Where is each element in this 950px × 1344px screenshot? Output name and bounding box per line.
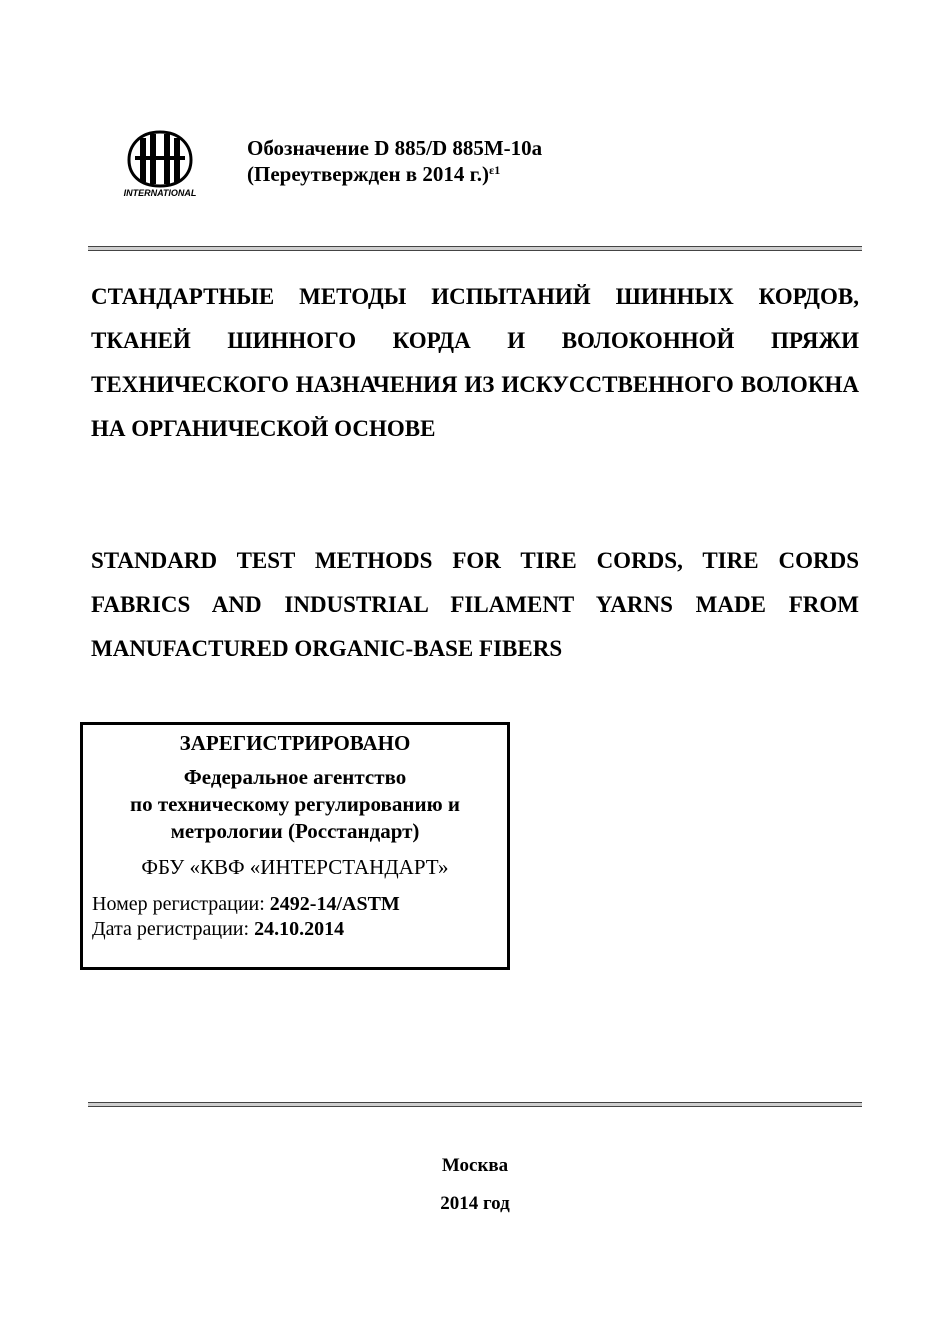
registration-date [92, 917, 507, 942]
agency-line-2: по техническому регулированию и [130, 792, 460, 816]
logo-subtext: INTERNATIONAL [123, 188, 197, 198]
agency-line-3: метрологии (Росстандарт) [170, 819, 420, 843]
registration-number-value: 2492-14/ASTM [269, 893, 400, 915]
top-divider [88, 246, 862, 251]
designation-line1: Обозначение D 885/D 885M-10a [247, 136, 543, 160]
footer-city: Москва [441, 1155, 509, 1176]
designation [247, 135, 542, 187]
title-russian: СТАНДАРТНЫЕ МЕТОДЫ ИСПЫТАНИЙ ШИННЫХ КОРДОВ, ТКАНЕЙ ШИННОГО КОРДА И ВОЛОКОННОЙ ПРЯЖИ ТЕХНИЧЕСКОГО НАЗНАЧЕНИЯ ИЗ ИСКУССТВЕННОГО ВОЛОКНА НА ОРГАНИЧЕСКОЙ ОСНОВЕ [91, 284, 859, 441]
bottom-divider [88, 1102, 862, 1107]
registration-date-label: Дата регистрации: [92, 918, 255, 940]
registration-number-label: Номер регистрации: [92, 893, 270, 915]
footer-year: 2014 год [440, 1193, 510, 1214]
registration-number [92, 892, 507, 917]
agency-line-1: Федеральное агентство [183, 765, 407, 789]
registration-box [80, 722, 510, 970]
astm-logo [117, 126, 203, 198]
registration-agency [83, 764, 507, 845]
registration-heading: ЗАРЕГИСТРИРОВАНО [179, 731, 411, 755]
registration-org: ФБУ «КВФ «ИНТЕРСТАНДАРТ» [141, 855, 449, 879]
designation-line2 [247, 161, 542, 187]
registration-date-value: 24.10.2014 [254, 918, 345, 940]
designation-reapproval: (Переутвержден в 2014 г.) [247, 162, 490, 186]
astm-logo-icon [117, 126, 203, 198]
title-english: STANDARD TEST METHODS FOR TIRE CORDS, TIRE CORDS FABRICS AND INDUSTRIAL FILAMENT YARNS MADE FROM MANUFACTURED ORGANIC-BASE FIBERS [91, 548, 859, 661]
designation-epsilon: ε1 [489, 163, 501, 177]
